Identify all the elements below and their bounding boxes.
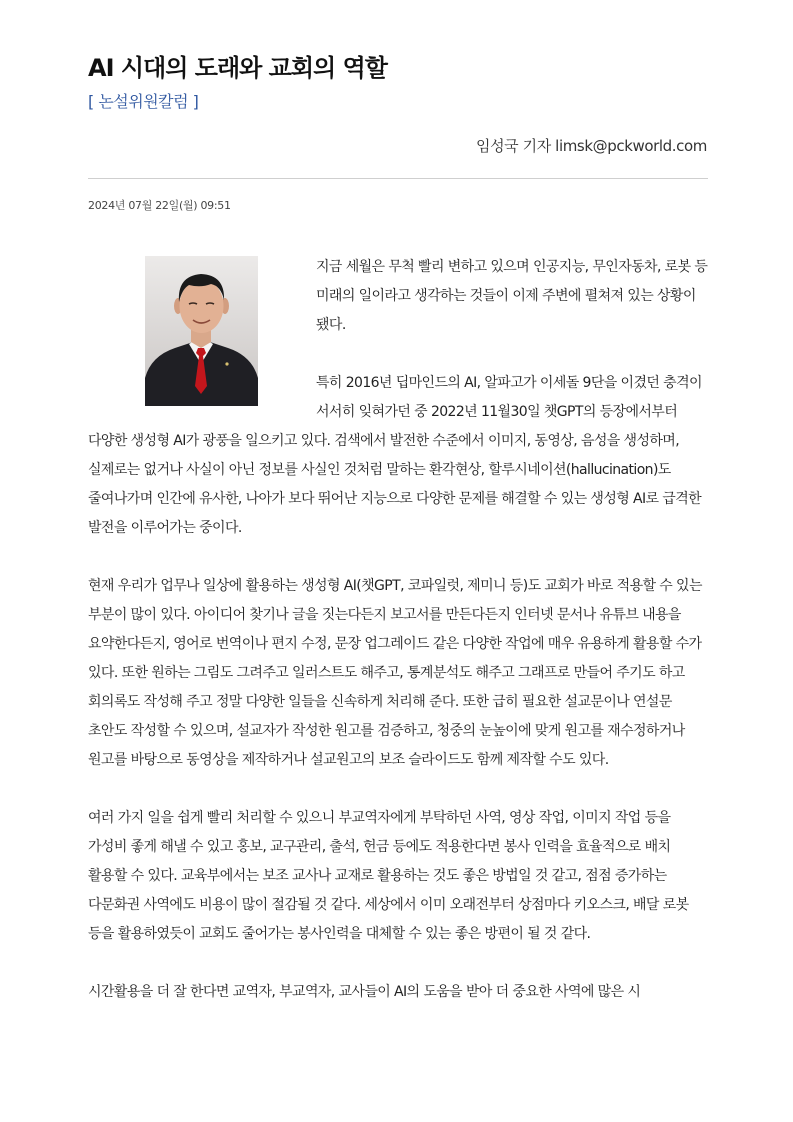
article-paragraph: 시간활용을 더 잘 한다면 교역자, 부교역자, 교사들이 AI의 도움을 받아 더 중요한 사역에 많은 시 [88,984,641,1000]
article-paragraph: 여러 가지 일을 쉽게 빨리 처리할 수 있으니 부교역자에게 부탁하던 사역, 영상 작업, 이미지 작업 등을 가성비 좋게 해낼 수 있고 홍보, 교구관리, 출석, 헌금 등에도 적용한다면 봉사 인력을 효율적으로 배치 활용할 수 있다. 교육부에서는 보조 교사나 교재로 활용하는 것도 좋은 방법일 것 같고, 점점 증가하는 다문화권 사역에도 비용이 많이 절감될 것 같다. 세상에서 이미 오래전부터 상점마다 키오스크, 배달 로봇 등을 활용하였듯이 교회도 줄어가는 봉사인력을 대체할 수 있는 좋은 방편이 될 것 같다. [88,810,689,942]
article-paragraph: 지금 세월은 무척 빨리 변하고 있으며 인공지능, 무인자동차, 로봇 등 미래의 일이라고 생각하는 것들이 이제 주변에 펼쳐져 있는 상황이 됐다. [316,259,708,333]
header-divider [88,178,708,179]
author-photo [145,256,258,406]
article-paragraph: 현재 우리가 업무나 일상에 활용하는 생성형 AI(챗GPT, 코파일럿, 제미니 등)도 교회가 바로 적용할 수 있는 부분이 많이 있다. 아이디어 찾기나 글을 짓는다든지 보고서를 만든다든지 인터넷 문서나 유튜브 내용을 요약한다든지, 영어로 번역이나 편지 수정, 문장 업그레이드 같은 다양한 작업에 매우 유용하게 활용할 수가 있다. 또한 원하는 그림도 그려주고 일러스트도 해주고, 통계분석도 해주고 그래프로 만들어 주기도 하고 회의록도 작성해 주고 정말 다양한 일들을 신속하게 처리해 준다. 또한 급히 필요한 설교문이나 연설문 초안도 작성할 수 있으며, 설교자가 작성한 원고를 검증하고, 청중의 눈높이에 맞게 원고를 재수정하거나 원고를 바탕으로 동영상을 제작하거나 설교원고의 보조 슬라이드도 함께 제작할 수도 있다. [88,578,702,768]
author-byline[interactable]: 임성국 기자 limsk@pckworld.com [476,137,707,155]
author-portrait-image [145,256,258,406]
article-paragraph: 특히 2016년 딥마인드의 AI, 알파고가 이세돌 9단을 이겼던 충격이 서서히 잊혀가던 중 2022년 11월30일 챗GPT의 등장에서부터 다양한 생성형 AI가 광풍을 일으키고 있다. 검색에서 발전한 수준에서 이미지, 동영상, 음성을 생성하며, 실제로는 없거나 사실이 아닌 정보를 사실인 것처럼 말하는 환각현상, 할루시네이션(hallucination)도 줄여나가며 인간에 유사한, 나아가 보다 뛰어난 지능으로 다양한 문제를 해결할 수 있는 생성형 AI로 급격한 발전을 이루어가는 중이다. [88,375,702,536]
article-title: AI 시대의 도래와 교회의 역할 [88,54,387,82]
article-body [88,253,710,1036]
publish-date: 2024년 07월 22일(월) 09:51 [88,199,231,212]
category-label[interactable]: [ 논설위원칼럼 ] [88,92,199,111]
